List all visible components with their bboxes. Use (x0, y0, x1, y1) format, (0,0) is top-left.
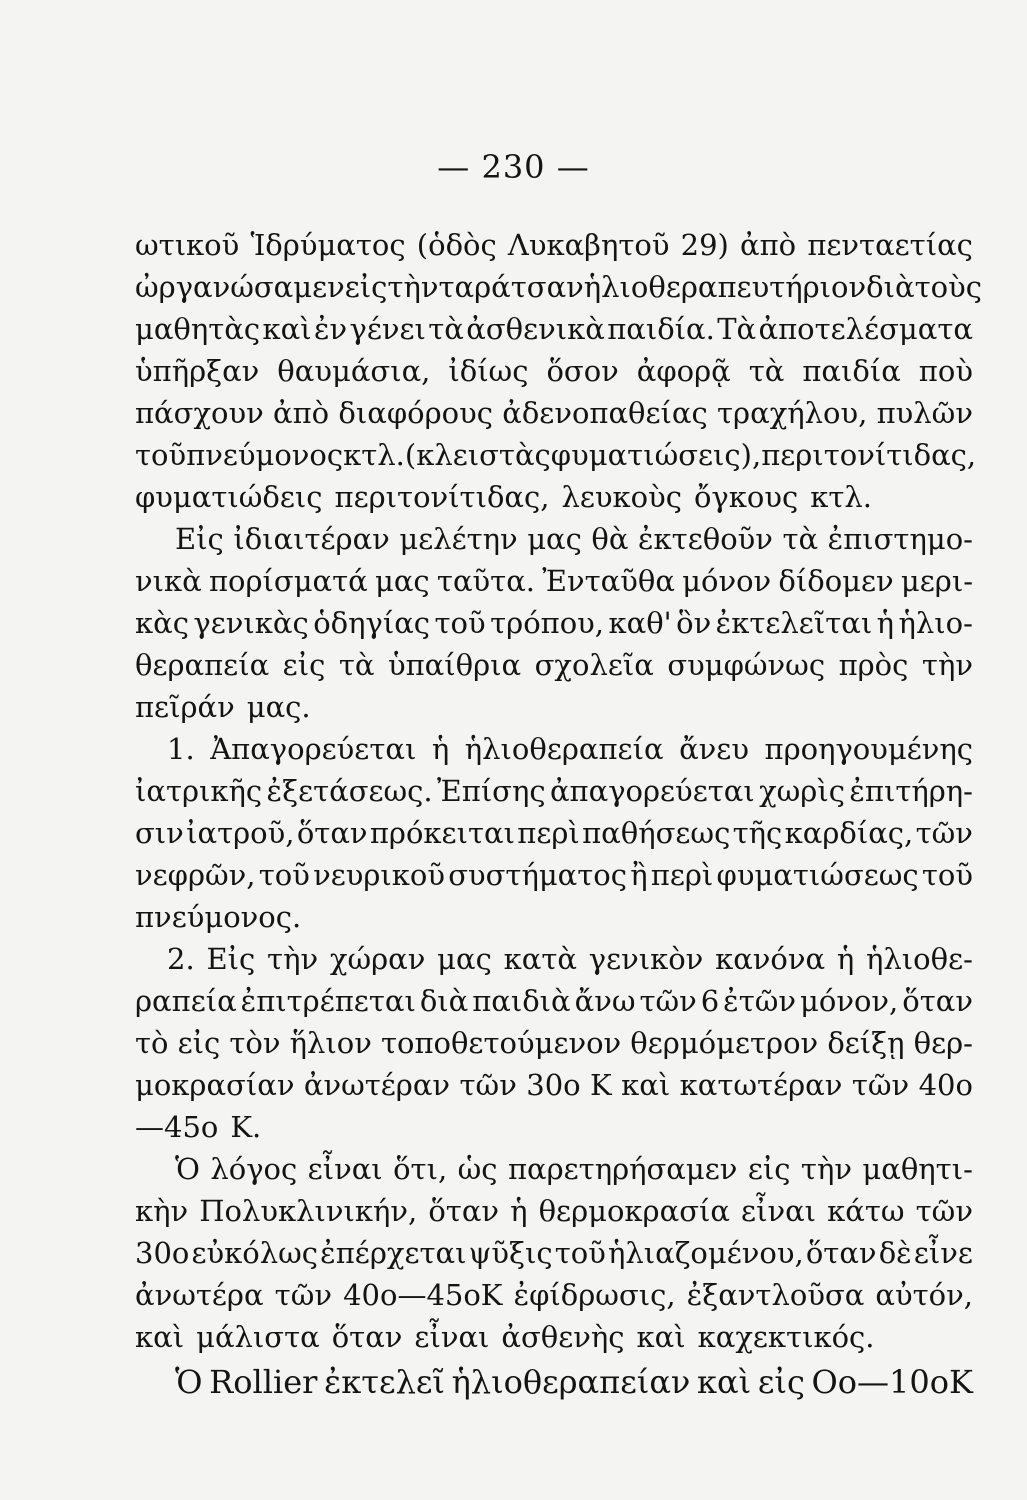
word: παιδία (802, 354, 901, 388)
word: γενικὸν (588, 942, 704, 976)
word: ἐπιστημο- (827, 522, 973, 556)
word: Rollier (209, 1363, 318, 1401)
text-line (135, 1106, 973, 1148)
word: ἡλιοθεραπείαν (451, 1363, 691, 1401)
word: καὶ (262, 312, 312, 346)
word: ἀσθενὴς (501, 1320, 625, 1354)
text-line (135, 518, 973, 560)
word: διὰ (419, 984, 469, 1018)
word: τῶν (459, 1068, 517, 1102)
word: ποὺ (918, 354, 973, 388)
word: τὸ (135, 1026, 169, 1060)
word: 29) (680, 228, 729, 262)
word: τοῦ (554, 1236, 606, 1270)
word: ψῦξις (468, 1236, 553, 1270)
word: σιν (135, 816, 184, 850)
word: Λυκαβητοῦ (507, 228, 670, 262)
word: θερμοκρασία (538, 1194, 730, 1228)
text-line (135, 1064, 973, 1106)
word: ἄνω (574, 984, 636, 1018)
text-line (135, 224, 973, 266)
word: μας. (246, 690, 311, 724)
word: διὰ (866, 270, 915, 304)
word: θεραπεία (135, 648, 270, 682)
word: ωτικοῦ (135, 228, 240, 262)
word: πνεύμονος (186, 438, 344, 472)
word: αὐτόν, (875, 1278, 973, 1312)
word: εἶνε (913, 1236, 973, 1270)
word: ἡλιοθε- (866, 942, 973, 976)
text-line (135, 560, 973, 602)
word: ἡ (836, 942, 855, 976)
word: λόγος (210, 1152, 298, 1186)
word: τὴν (387, 270, 439, 304)
word: δίδομεν (778, 564, 894, 598)
word: ἐπιτήρη- (849, 774, 973, 808)
word: εἶναι (307, 1152, 383, 1186)
word: κτλ. (810, 480, 872, 514)
word: 2. (167, 942, 195, 976)
word: σχολεῖα (534, 648, 654, 682)
text-line (135, 434, 977, 476)
word: ἡ (510, 1194, 528, 1228)
word: ὁδηγίας (313, 606, 431, 640)
word: διαφόρους (338, 396, 493, 430)
word: εἶναι (741, 1194, 817, 1228)
word: τῶν (274, 1278, 332, 1312)
text-line (135, 1316, 973, 1358)
word: Κ. (230, 1110, 262, 1144)
word: 30ο (135, 1236, 190, 1270)
word: καὶ (135, 1320, 185, 1354)
word: ἐκτεθοῦν (638, 522, 773, 556)
word: ὡς (457, 1152, 498, 1186)
word: ὑπαίθρια (387, 648, 522, 682)
text-line (135, 1232, 973, 1274)
word: μόνον, (800, 984, 899, 1018)
word: τὴν (267, 942, 319, 976)
word: ἀνωτέρα (135, 1278, 264, 1312)
word: ταῦτα. (436, 564, 536, 598)
word: εἰς (177, 1026, 221, 1060)
word: ἀνωτέραν (303, 1068, 451, 1102)
word: (κλειστὰς (404, 438, 551, 472)
word: μοκρασίαν (135, 1068, 295, 1102)
word: μας (374, 564, 430, 598)
word: Ἀπαγορεύεται (210, 732, 417, 766)
body-text (135, 224, 982, 1406)
word: λευκοὺς (561, 480, 682, 514)
word: κτλ. (343, 438, 405, 472)
word: μαθητὰς (135, 312, 261, 346)
word: ἡ (431, 732, 450, 766)
word: τρόπου, (490, 606, 605, 640)
word: Εἰς (206, 942, 256, 976)
word: ὅταν (296, 816, 368, 850)
word: εὐκόλως (191, 1236, 319, 1270)
word: ὑπῆρξαν (135, 354, 260, 388)
word: φυματιώσεις), (550, 438, 762, 472)
word: ραπεία (135, 984, 237, 1018)
text-line (135, 1274, 973, 1316)
word: μας (437, 942, 492, 976)
word: εἰς (757, 1363, 805, 1401)
word: 40ο (918, 1068, 973, 1102)
word: μάλιστα (196, 1320, 320, 1354)
word: ἀσθενικὰ (466, 312, 605, 346)
word: μελέτην (399, 522, 518, 556)
word: μόνον (682, 564, 772, 598)
word: ἀπὸ (273, 396, 330, 430)
word: ἥλιον (289, 1026, 372, 1060)
word: πενταετίας (807, 228, 973, 262)
word: Τὰ (717, 312, 757, 346)
text-line (135, 1148, 973, 1190)
word: ἀφορᾷ (636, 354, 731, 388)
word: καὶ (621, 1068, 671, 1102)
word: παιδιὰ (472, 984, 571, 1018)
text-line (135, 686, 973, 728)
word: περὶ (650, 858, 714, 892)
word: νεφρῶν, (135, 858, 256, 892)
word: τοῦ (434, 606, 486, 640)
word: Ἐνταῦθα (542, 564, 675, 598)
text-line (135, 854, 973, 896)
word: πρὸς (838, 648, 909, 682)
word: Εἰς (175, 522, 224, 556)
word: Οο—10οΚ (811, 1363, 973, 1401)
text-line (135, 1022, 973, 1064)
word: προηγουμένης (764, 732, 973, 766)
word: συμφώνως (667, 648, 826, 682)
word: πεῖράν (135, 690, 235, 724)
word: μαθητι- (862, 1152, 973, 1186)
word: τοποθετούμενον (380, 1026, 622, 1060)
word: θερμόμετρον (630, 1026, 819, 1060)
word: ἡλιο- (898, 606, 973, 640)
text-line (135, 1190, 973, 1232)
word: καὶ (697, 1363, 752, 1401)
text-line (135, 938, 973, 980)
word: Κ (590, 1068, 612, 1102)
word: τῆς (732, 816, 783, 850)
word: ἐξετάσεως. (266, 774, 433, 808)
word: εἰς (282, 648, 326, 682)
word: χωρὶς (759, 774, 845, 808)
word: ἐπιτρέπεται (240, 984, 416, 1018)
word: τῶν (915, 816, 973, 850)
word: ἐφίδρωσις, (513, 1278, 676, 1312)
word: περιτονίτιδας, (334, 480, 550, 514)
word: κατωτέραν (679, 1068, 843, 1102)
word: τὸν (229, 1026, 281, 1060)
word: πρόκειται (369, 816, 515, 850)
word: Ἐπίσης (437, 774, 546, 808)
word: ἡ (876, 606, 895, 640)
word: ἀπαγορεύεται (549, 774, 755, 808)
word: ἐπέρχεται (320, 1236, 467, 1270)
text-line (135, 266, 982, 308)
word: καθ' (608, 606, 672, 640)
word: τοῦ (135, 438, 187, 472)
word: τοὺς (914, 270, 982, 304)
word: 40ο—45οΚ (343, 1278, 503, 1312)
word: ὄγκους (693, 480, 799, 514)
word: τῶν (639, 984, 697, 1018)
word: —45ο (135, 1110, 219, 1144)
word: ὅταν (805, 1236, 877, 1270)
word: τὴν (800, 1152, 852, 1186)
word: καρδίας, (784, 816, 914, 850)
word: ἢ (630, 858, 648, 892)
word: κανόνα (715, 942, 826, 976)
word: ὅσον (546, 354, 619, 388)
word: γένει (349, 312, 426, 346)
word: ὅτι, (393, 1152, 448, 1186)
word: ἄνευ (679, 732, 749, 766)
word: τὴν (921, 648, 973, 682)
word: φυματιώδεις (135, 480, 323, 514)
word: πνεύμονος. (135, 900, 302, 934)
word: κὰς (135, 606, 189, 640)
word: ἰδιαιτέραν (233, 522, 390, 556)
text-line (135, 476, 973, 518)
word: 1. (167, 732, 195, 766)
word: περιτονίτιδας, (761, 438, 977, 472)
word: ὠργανώσαμεν (135, 270, 345, 304)
word: ἡλιαζομένου, (608, 1236, 804, 1270)
word: τῶν (851, 1068, 910, 1102)
word: θὰ (591, 522, 629, 556)
word: ταράτσαν (438, 270, 584, 304)
text-line (135, 644, 973, 686)
text-line (135, 980, 973, 1022)
word: ἡλιοθεραπεία (464, 732, 664, 766)
word: ἐξαντλοῦσα (686, 1278, 865, 1312)
page-number: — 230 — (437, 148, 590, 186)
word: ὃν (676, 606, 712, 640)
word: ἐκτελεῖ (324, 1363, 445, 1401)
word: κατὰ (503, 942, 577, 976)
word: τοῦ (258, 858, 310, 892)
word: ἰδίως (448, 354, 529, 388)
word: ἐν (313, 312, 348, 346)
word: ὅταν (428, 1194, 500, 1228)
word: χώραν (329, 942, 426, 976)
word: ἡλιοθεραπευτήριον (583, 270, 867, 304)
word: ἐτῶν (723, 984, 797, 1018)
word: 6 (700, 984, 720, 1018)
text-line (135, 392, 973, 434)
word: νικὰ (135, 564, 202, 598)
word: κὴν (135, 1194, 189, 1228)
text-line (135, 812, 973, 854)
word: ὅταν (902, 984, 973, 1018)
word: δὲ (878, 1236, 912, 1270)
word: τὰ (748, 354, 785, 388)
word: ὅταν (331, 1320, 403, 1354)
word: μερι- (900, 564, 973, 598)
word: θερ- (913, 1026, 973, 1060)
text-line (135, 350, 973, 392)
word: εἶναι (414, 1320, 490, 1354)
word: καὶ (636, 1320, 686, 1354)
word: τῶν (915, 1194, 973, 1228)
word: ἀδενοπαθείας (502, 396, 708, 430)
word: ἰατρικῆς (135, 774, 263, 808)
word: παρετηρήσαμεν (507, 1152, 738, 1186)
word: παθήσεως (582, 816, 731, 850)
word: (ὁδὸς (416, 228, 497, 262)
word: δείξῃ (827, 1026, 905, 1060)
word: συστήματος (448, 858, 628, 892)
word: Πολυκλινικήν, (199, 1194, 418, 1228)
word: ἐκτελεῖται (715, 606, 873, 640)
word: τὰ (338, 648, 375, 682)
word: 30ο (526, 1068, 581, 1102)
word: πάσχουν (135, 396, 264, 430)
word: εἰς (747, 1152, 791, 1186)
text-line (135, 602, 973, 644)
word: περὶ (517, 816, 580, 850)
word: θαυμάσια, (277, 354, 431, 388)
word: πορίσματά (208, 564, 368, 598)
word: Ὁ (175, 1152, 200, 1186)
word: κάτω (827, 1194, 905, 1228)
word: παιδία. (607, 312, 715, 346)
word: γενικὰς (193, 606, 309, 640)
text-line (135, 728, 973, 770)
word: Ὁ (175, 1363, 203, 1401)
word: τραχήλου, (717, 396, 868, 430)
text-line (135, 770, 973, 812)
text-line (135, 308, 973, 350)
word: τοῦ (921, 858, 973, 892)
word: τὰ (782, 522, 819, 556)
word: πυλῶν (876, 396, 973, 430)
word: ἰατροῦ, (186, 816, 295, 850)
word: φυματιώσεως (716, 858, 919, 892)
text-line (135, 1358, 973, 1406)
text-line (135, 896, 973, 938)
word: τὰ (428, 312, 464, 346)
word: νευρικοῦ (313, 858, 445, 892)
word: καχεκτικός. (697, 1320, 875, 1354)
word: εἰς (344, 270, 388, 304)
word: Ἱδρύματος (250, 228, 406, 262)
word: ἀπὸ (740, 228, 797, 262)
word: μας (527, 522, 582, 556)
word: ἀποτελέσματα (758, 312, 973, 346)
